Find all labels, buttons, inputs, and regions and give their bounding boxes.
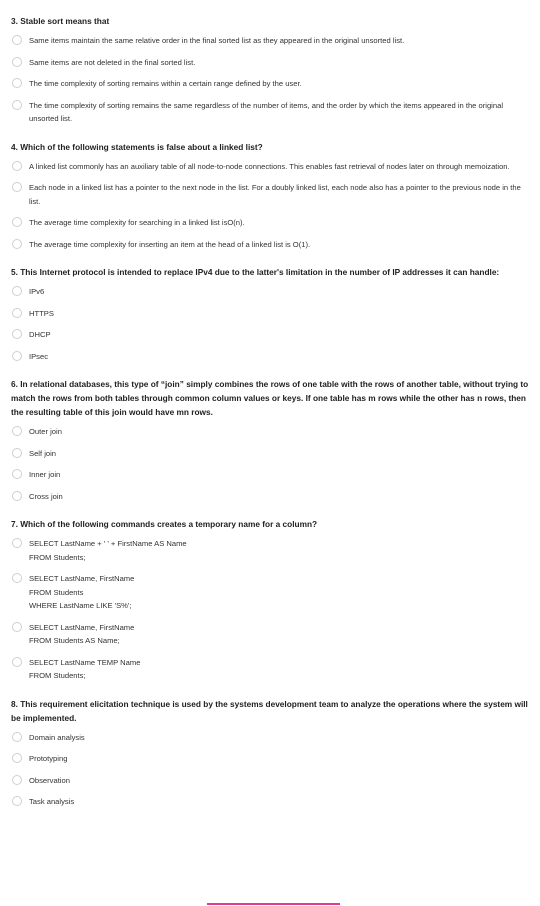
answer-option[interactable] [11, 77, 532, 91]
question-text: 7. Which of the following commands creates a temporary name for a column? [11, 519, 318, 529]
question-block [11, 14, 532, 126]
question-block [11, 377, 532, 503]
question-block [11, 517, 532, 683]
radio-button[interactable] [12, 161, 22, 171]
answer-option[interactable] [11, 447, 532, 461]
answer-option[interactable] [11, 99, 532, 126]
answer-option[interactable] [11, 795, 532, 809]
radio-button[interactable] [12, 100, 22, 110]
radio-button[interactable] [12, 35, 22, 45]
answer-option[interactable] [11, 621, 532, 648]
answer-option[interactable] [11, 56, 532, 70]
option-label: The time complexity of sorting remains within a certain range defined by the user. [29, 79, 302, 88]
bottom-accent-bar [207, 903, 340, 905]
answer-option[interactable] [11, 731, 532, 745]
option-label: Task analysis [29, 797, 75, 806]
option-label: The time complexity of sorting remains the same regardless of the number of items, and the order by which the items appeared in the original unsorted list. [29, 100, 504, 123]
option-label: A linked list commonly has an auxiliary table of all node-to-node connections. This enables fast retrieval of nodes later on through memoization. [29, 161, 510, 171]
radio-button[interactable] [12, 78, 22, 88]
radio-button[interactable] [12, 622, 22, 632]
question-text: 8. This requirement elicitation technique is used by the systems development team to analyze the operations where the system will be implemented. [11, 698, 528, 723]
option-label: Same items are not deleted in the final sorted list. [29, 57, 196, 67]
option-label: SELECT LastName TEMP Name FROM Students; [29, 657, 141, 680]
question-text: 5. This Internet protocol is intended to replace IPv4 due to the latter's limitation in the number of IP addresses it can handle: [11, 267, 500, 277]
radio-button[interactable] [12, 286, 22, 296]
question-text: 4. Which of the following statements is false about a linked list? [11, 141, 263, 152]
option-label: Prototyping [29, 754, 68, 763]
answer-option[interactable] [11, 181, 532, 208]
option-label: Cross join [29, 491, 63, 501]
option-label: The average time complexity for searching in a linked list isO(n). [29, 218, 245, 227]
radio-button[interactable] [12, 796, 22, 806]
answer-option[interactable] [11, 425, 532, 439]
radio-button[interactable] [12, 573, 22, 583]
answer-option[interactable] [11, 350, 532, 364]
option-label: The average time complexity for inserting an item at the head of a linked list is O(1). [29, 239, 311, 249]
question-block [11, 140, 532, 252]
option-label: Same items maintain the same relative order in the final sorted list as they appeared in the original unsorted list. [29, 36, 405, 45]
radio-button[interactable] [12, 217, 22, 227]
question-block [11, 265, 532, 363]
answer-option[interactable] [11, 537, 532, 564]
option-label: IPv6 [29, 287, 45, 296]
question-text: 6. In relational databases, this type of “join” simply combines the rows of one table with the rows of another table, without trying to match the rows from both tables through common column values or keys. If one table has m rows while the other has n rows, then the resulting table of this join would have mn rows. [11, 379, 529, 417]
radio-button[interactable] [12, 182, 22, 192]
answer-option[interactable] [11, 307, 532, 321]
radio-button[interactable] [12, 469, 22, 479]
answer-option[interactable] [11, 34, 532, 48]
radio-button[interactable] [12, 491, 22, 501]
answer-option[interactable] [11, 238, 532, 252]
radio-button[interactable] [12, 308, 22, 318]
radio-button[interactable] [12, 448, 22, 458]
option-label: SELECT LastName + ' ' + FirstName AS Name FROM Students; [29, 539, 187, 562]
option-label: SELECT LastName, FirstName FROM Students WHERE LastName LIKE 'S%'; [29, 574, 135, 610]
radio-button[interactable] [12, 351, 22, 361]
answer-option[interactable] [11, 572, 532, 613]
option-label: Self join [29, 448, 57, 458]
radio-button[interactable] [12, 329, 22, 339]
answer-option[interactable] [11, 216, 532, 230]
option-label: Outer join [29, 427, 62, 436]
answer-option[interactable] [11, 490, 532, 504]
answer-option[interactable] [11, 468, 532, 482]
radio-button[interactable] [12, 657, 22, 667]
option-label: HTTPS [29, 308, 54, 318]
answer-option[interactable] [11, 752, 532, 766]
radio-button[interactable] [12, 538, 22, 548]
radio-button[interactable] [12, 57, 22, 67]
option-label: IPsec [29, 351, 48, 361]
radio-button[interactable] [12, 732, 22, 742]
radio-button[interactable] [12, 426, 22, 436]
option-label: Observation [29, 775, 70, 785]
option-label: Each node in a linked list has a pointer to the next node in the list. For a doubly linked list, each node also has a pointer to the previous node in the list. [29, 183, 521, 206]
radio-button[interactable] [12, 775, 22, 785]
answer-option[interactable] [11, 656, 532, 683]
answer-option[interactable] [11, 328, 532, 342]
radio-button[interactable] [12, 753, 22, 763]
answer-option[interactable] [11, 285, 532, 299]
option-label: DHCP [29, 330, 51, 339]
answer-option[interactable] [11, 774, 532, 788]
question-block [11, 697, 532, 809]
radio-button[interactable] [12, 239, 22, 249]
answer-option[interactable] [11, 160, 532, 174]
question-text: 3. Stable sort means that [11, 16, 110, 26]
option-label: Inner join [29, 470, 61, 479]
option-label: Domain analysis [29, 732, 85, 742]
option-label: SELECT LastName, FirstName FROM Students AS Name; [29, 622, 135, 645]
